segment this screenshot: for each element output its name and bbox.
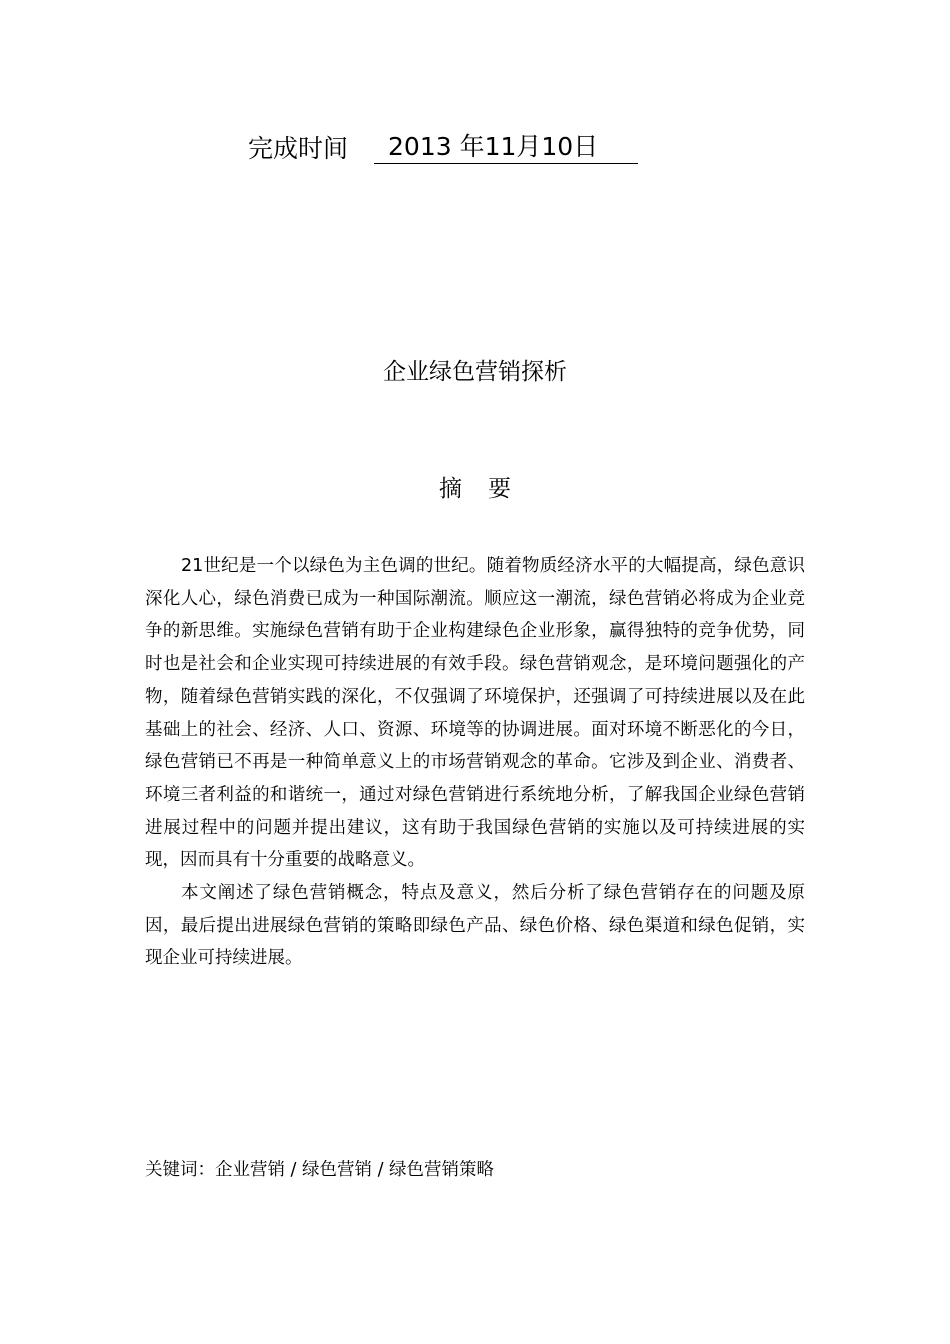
paper-title: 企业绿色营销探析 — [383, 359, 567, 385]
abstract-body — [145, 550, 805, 975]
abstract-paragraph: 21世纪是一个以绿色为主色调的世纪。随着物质经济水平的大幅提高，绿色意识深化人心，绿色消费已成为一种国际潮流。顺应这一潮流，绿色营销必将成为企业竞争的新思维。实施绿色营销有助于企业构建绿色企业形象，赢得独特的竞争优势，同时也是社会和企业实现可持续进展的有效手段。绿色营销观念，是环境问题强化的产物，随着绿色营销实践的深化，不仅强调了环境保护，还强调了可持续进展以及在此基础上的社会、经济、人口、资源、环境等的协调进展。面对环境不断恶化的今日，绿色营销已不再是一种简单意义上的市场营销观念的革命。它涉及到企业、消费者、环境三者利益的和谐统一，通过对绿色营销进行系统地分析，了解我国企业绿色营销进展过程中的问题并提出建议，这有助于我国绿色营销的实施以及可持续进展的实现，因而具有十分重要的战略意义。 — [145, 556, 805, 871]
abstract-paragraph: 本文阐述了绿色营销概念，特点及意义，然后分析了绿色营销存在的问题及原因，最后提出进展绿色营销的策略即绿色产品、绿色价格、绿色渠道和绿色促销，实现企业可持续进展。 — [145, 883, 805, 969]
completion-date: 2013 年11月10日 — [374, 132, 638, 164]
abstract-heading: 摘要 — [439, 476, 537, 502]
completion-time-label: 完成时间 — [248, 134, 349, 163]
keywords-line: 关键词：企业营销 / 绿色营销 / 绿色营销策略 — [145, 1160, 495, 1180]
completion-time — [248, 132, 638, 166]
